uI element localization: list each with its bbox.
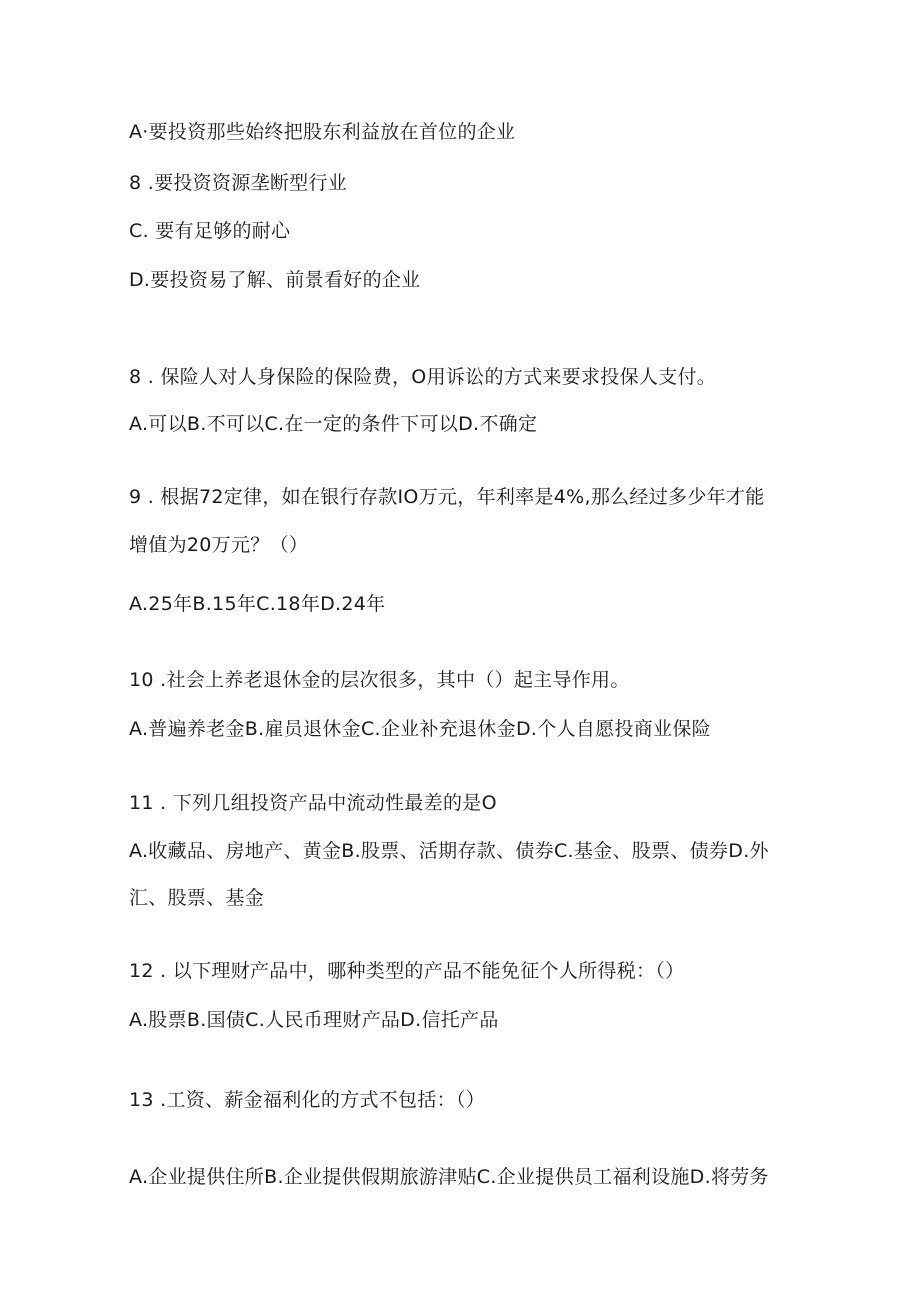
question-9-options: A.25年B.15年C.18年D.24年 bbox=[129, 593, 386, 615]
question-11-options: A.收藏品、房地产、黄金B.股票、活期存款、债券C.基金、股票、债券D.外 bbox=[129, 840, 769, 862]
answer-option-b: 8 .要投资资源垄断型行业 bbox=[129, 172, 348, 194]
question-8: 8 . 保险人对人身保险的保险费，O用诉讼的方式来要求投保人支付。 bbox=[129, 366, 717, 388]
question-11-options-continued: 汇、股票、基金 bbox=[129, 887, 265, 909]
answer-option-c: C. 要有足够的耐心 bbox=[129, 220, 291, 242]
question-13-options: A.企业提供住所B.企业提供假期旅游津贴C.企业提供员工福利设施D.将劳务 bbox=[129, 1166, 769, 1188]
question-8-options: A.可以B.不可以C.在一定的条件下可以D.不确定 bbox=[129, 413, 538, 435]
question-11: 11 . 下列几组投资产品中流动性最差的是O bbox=[129, 792, 497, 814]
question-12: 12 . 以下理财产品中，哪种类型的产品不能免征个人所得税：（） bbox=[129, 960, 685, 982]
question-10-options: A.普遍养老金B.雇员退休金C.企业补充退休金D.个人自愿投商业保险 bbox=[129, 718, 711, 740]
question-13: 13 .工资、薪金福利化的方式不包括：（） bbox=[129, 1089, 486, 1111]
answer-option-d: D.要投资易了解、前景看好的企业 bbox=[129, 269, 421, 291]
question-9: 9 . 根据72定律，如在银行存款IO万元，年利率是4%,那么经过多少年才能 bbox=[129, 486, 765, 508]
question-12-options: A.股票B.国债C.人民币理财产品D.信托产品 bbox=[129, 1009, 499, 1031]
question-10: 10 .社会上养老退休金的层次很多，其中（）起主导作用。 bbox=[129, 669, 630, 691]
answer-option-a: A·要投资那些始终把股东利益放在首位的企业 bbox=[129, 121, 516, 143]
question-9-continued: 增值为20万元？（） bbox=[129, 534, 309, 556]
